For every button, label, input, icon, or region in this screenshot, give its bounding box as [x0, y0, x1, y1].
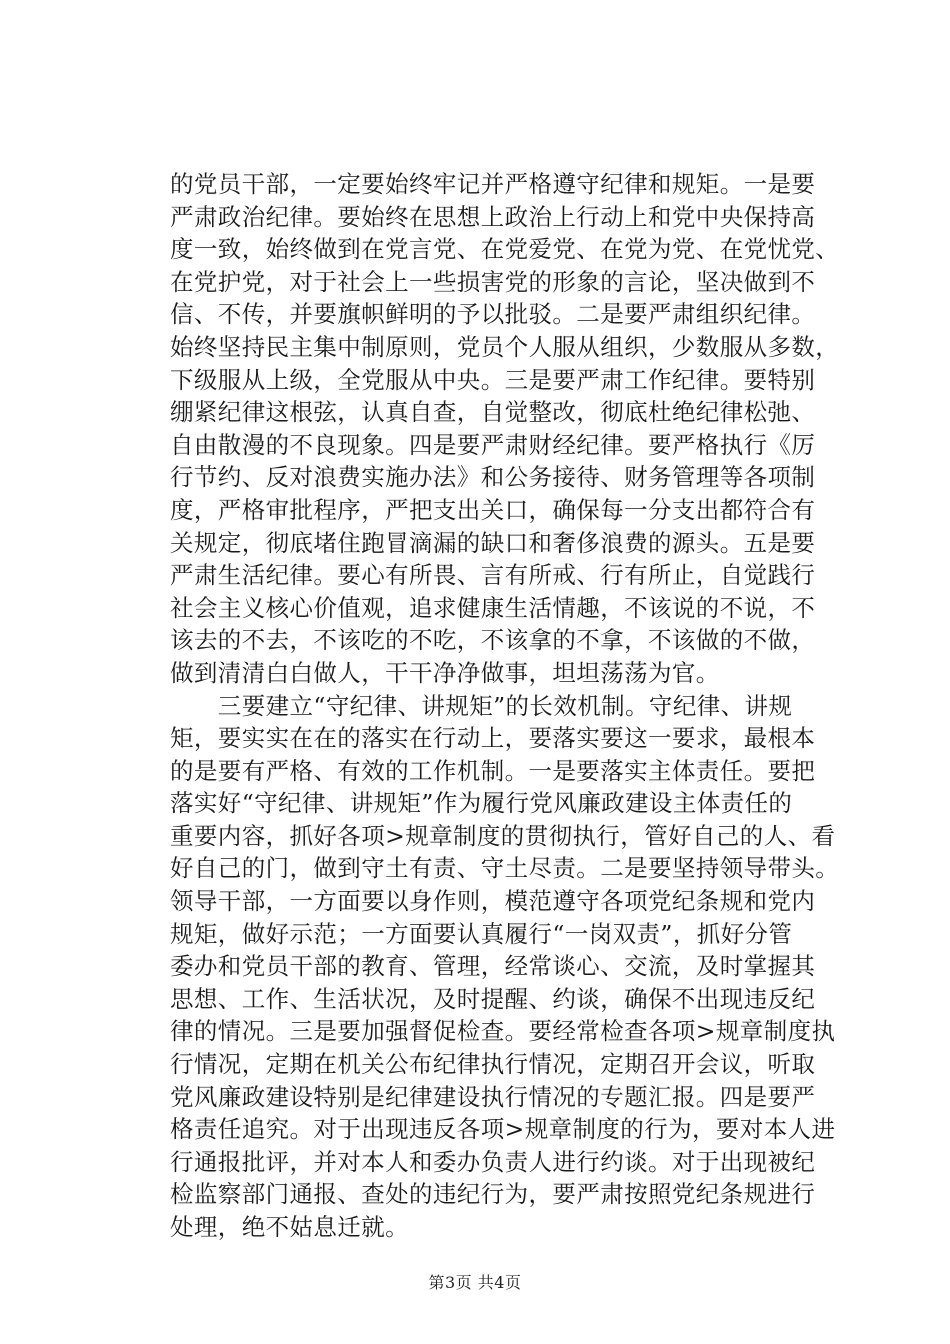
text-line: 度一致，始终做到在党言党、在党爱党、在党为党、在党忧党、: [170, 235, 840, 264]
text-line: 律的情况。三是要加强督促检查。要经常检查各项>规章制度执: [170, 1017, 836, 1046]
text-line: 自由散漫的不良现象。四是要严肃财经纪律。要严格执行《厉: [170, 430, 816, 459]
text-line: 的党员干部，一定要始终牢记并严格遵守纪律和规矩。一是要: [170, 170, 816, 198]
text-line: 严肃生活纪律。要心有所畏、言有所戒、行有所止，自觉践行: [170, 561, 816, 590]
text-line: 严肃政治纪律。要始终在思想上政治上行动上和党中央保持高: [170, 202, 816, 231]
text-line: 该去的不去，不该吃的不吃，不该拿的不拿，不该做的不做，: [170, 626, 816, 655]
text-line: 关规定，彻底堵住跑冒滴漏的缺口和奢侈浪费的源头。五是要: [170, 528, 816, 557]
text-line: 始终坚持民主集中制原则，党员个人服从组织，少数服从多数，: [170, 332, 840, 361]
text-line: 处理，绝不姑息迁就。: [170, 1213, 409, 1241]
text-line: 领导干部，一方面要以身作则，模范遵守各项党纪条规和党内: [170, 887, 816, 916]
text-line: 行节约、反对浪费实施办法》和公务接待、财务管理等各项制: [170, 463, 816, 492]
text-line: 委办和党员干部的教育、管理，经常谈心、交流，及时掌握其: [170, 952, 816, 981]
text-line: 好自己的门，做到守土有责、守土尽责。二是要坚持领导带头。: [170, 854, 840, 883]
body-text: [170, 168, 870, 1244]
text-line: 格责任追究。对于出现违反各项>规章制度的行为，要对本人进: [170, 1115, 836, 1144]
text-line: 党风廉政建设特别是纪律建设执行情况的专题汇报。四是要严: [170, 1082, 816, 1111]
text-line: 做到清清白白做人，干干净净做事，坦坦荡荡为官。: [170, 658, 720, 687]
text-line: 信、不传，并要旗帜鲜明的予以批驳。二是要严肃组织纪律。: [170, 300, 816, 329]
text-line: 重要内容，抓好各项>规章制度的贯彻执行，管好自己的人、看: [170, 821, 836, 850]
page-number-footer: 第3页 共4页: [428, 1273, 522, 1292]
text-line: 下级服从上级，全党服从中央。三是要严肃工作纪律。要特别: [170, 365, 816, 394]
text-line: 矩，要实实在在的落实在行动上，要落实要这一要求，最根本: [170, 724, 816, 753]
text-line: 社会主义核心价值观，追求健康生活情趣，不该说的不说，不: [170, 593, 816, 622]
text-line: 三要建立“守纪律、讲规矩”的长效机制。守纪律、讲规: [170, 691, 793, 720]
text-line: 的是要有严格、有效的工作机制。一是要落实主体责任。要把: [170, 756, 816, 785]
text-line: 绷紧纪律这根弦，认真自查，自觉整改，彻底杜绝纪律松弛、: [170, 398, 816, 427]
text-line: 度，严格审批程序，严把支出关口，确保每一分支出都符合有: [170, 495, 816, 524]
text-line: 行情况，定期在机关公布纪律执行情况，定期召开会议，听取: [170, 1050, 816, 1079]
text-line: 行通报批评，并对本人和委办负责人进行约谈。对于出现被纪: [170, 1147, 816, 1176]
text-line: 规矩，做好示范；一方面要认真履行“一岗双责”，抓好分管: [170, 919, 793, 948]
text-line: 在党护党，对于社会上一些损害党的形象的言论，坚决做到不: [170, 267, 816, 296]
text-line: 落实好“守纪律、讲规矩”作为履行党风廉政建设主体责任的: [170, 789, 793, 818]
text-line: 思想、工作、生活状况，及时提醒、约谈，确保不出现违反纪: [170, 984, 816, 1013]
text-line: 检监察部门通报、查处的违纪行为，要严肃按照党纪条规进行: [170, 1180, 816, 1209]
